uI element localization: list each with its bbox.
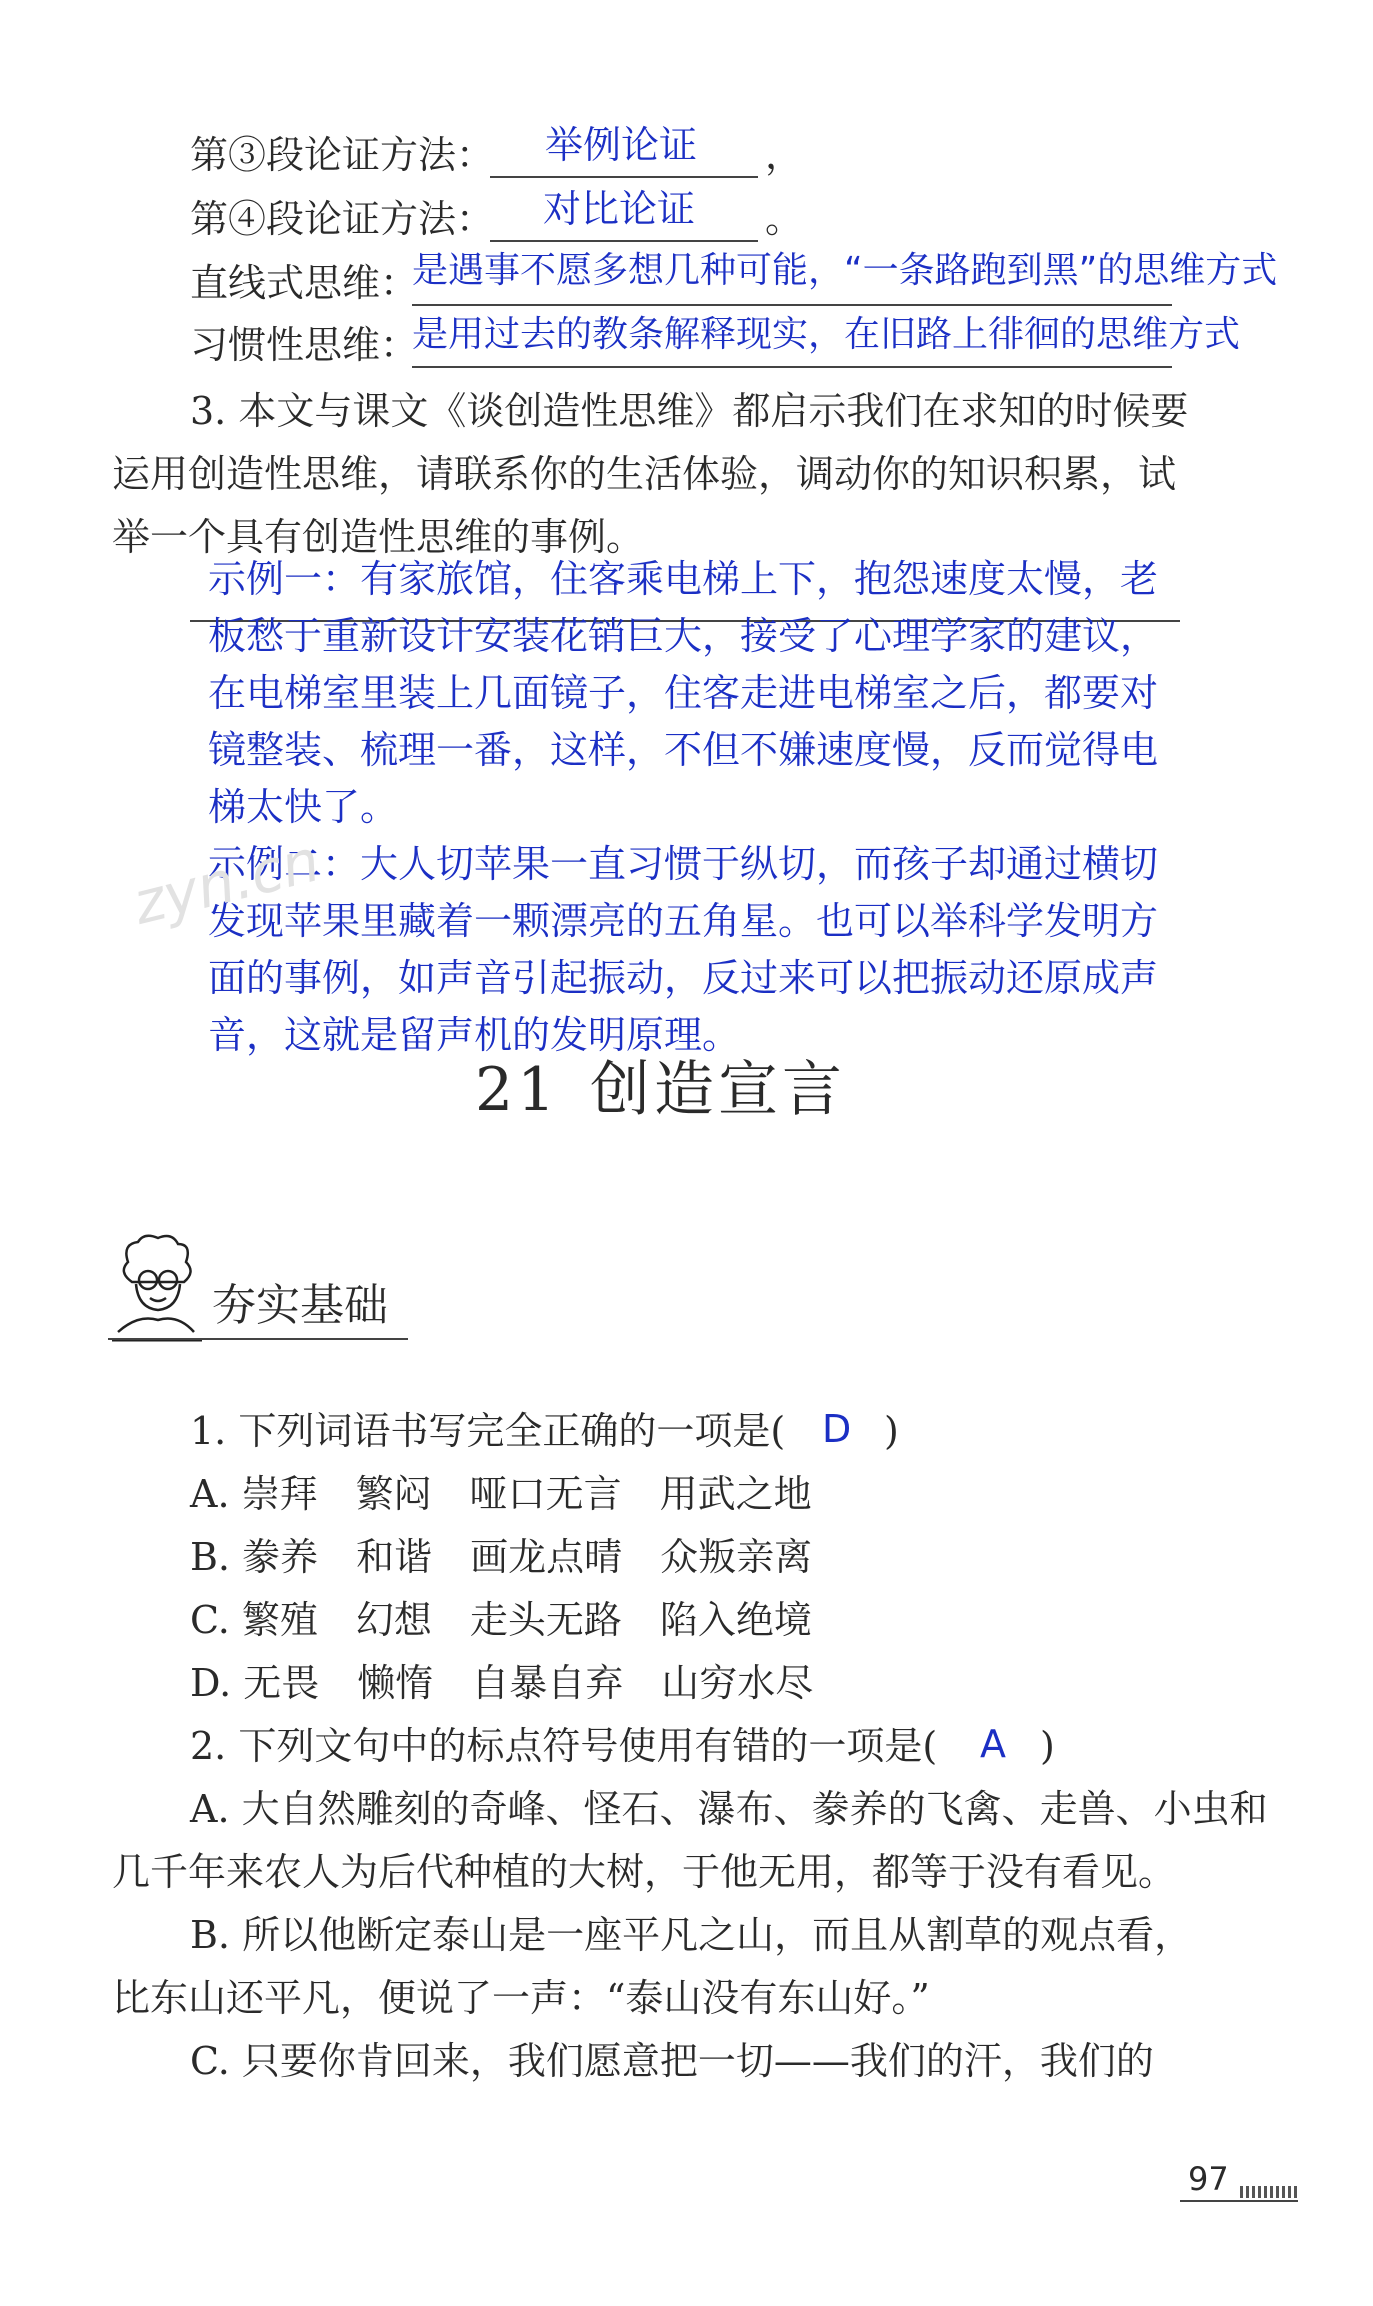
q3-answer-line: 梯太快了。	[208, 785, 399, 829]
mc2-option-a-line2: 几千年来农人为后代种植的大树，于他无用，都等于没有看见。	[112, 1850, 1177, 1894]
habitual-thinking-answer: 是用过去的教条解释现实，在旧路上徘徊的思维方式	[412, 314, 1241, 355]
linear-thinking-answer: 是遇事不愿多想几种可能，“一条路跑到黑”的思维方式	[412, 250, 1278, 291]
method-para4-end: 。	[765, 197, 804, 241]
mc1-stem: 1. 下列词语书写完全正确的一项是(	[190, 1409, 786, 1453]
q3-answer-line: 面的事例，如声音引起振动，反过来可以把振动还原成声	[208, 956, 1159, 1000]
chapter-number: 21	[475, 1055, 560, 1125]
student-mascot-icon	[108, 1232, 204, 1342]
mc2-option-b-line2: 比东山还平凡，便说了一声：“泰山没有东山好。”	[112, 1976, 930, 2020]
mc1-close: )	[884, 1409, 899, 1453]
q3-answer-line: 镜整装、梳理一番，这样，不但不嫌速度慢，反而觉得电	[208, 728, 1159, 772]
mc2-option-b-line1: B. 所以他断定泰山是一座平凡之山，而且从割草的观点看，	[190, 1913, 1193, 1957]
q3-line3: 举一个具有创造性思维的事例。	[112, 515, 645, 559]
method-para3-end: ，	[765, 133, 804, 177]
method-para3-answer: 举例论证	[545, 123, 698, 167]
mc1-option-a: A. 崇拜 繁闷 哑口无言 用武之地	[190, 1472, 812, 1516]
q3-answer-line: 板愁于重新设计安装花销巨大，接受了心理学家的建议，	[208, 614, 1159, 658]
page-number-underline	[1180, 2200, 1298, 2202]
method-para4-blank	[490, 240, 758, 242]
watermark: zyn.cn	[126, 826, 327, 938]
mc1-option-c: C. 繁殖 幻想 走头无路 陷入绝境	[190, 1598, 812, 1642]
page-number-decoration	[1240, 2186, 1298, 2198]
linear-thinking-label: 直线式思维：	[190, 261, 419, 305]
mc2-answer: A	[980, 1722, 1006, 1766]
q3-answer-line: 音，这就是留声机的发明原理。	[208, 1013, 741, 1057]
method-para4-label: 第④段论证方法：	[190, 197, 495, 241]
mc2-option-a-line1: A. 大自然雕刻的奇峰、怪石、瀑布、豢养的飞禽、走兽、小虫和	[190, 1787, 1268, 1831]
mc1-option-d: D. 无畏 懒惰 自暴自弃 山穷水尽	[190, 1661, 814, 1705]
method-para3-label: 第③段论证方法：	[190, 133, 495, 177]
q3-answer-line: 发现苹果里藏着一颗漂亮的五角星。也可以举科学发明方	[208, 899, 1159, 943]
page-number: 97	[1188, 2160, 1229, 2198]
method-para4-answer: 对比论证	[543, 187, 696, 231]
q3-answer-line: 示例一：有家旅馆，住客乘电梯上下，抱怨速度太慢，老	[208, 557, 1159, 601]
mc2-close: )	[1040, 1724, 1055, 1768]
section-underline	[108, 1338, 408, 1340]
mc2-stem: 2. 下列文句中的标点符号使用有错的一项是(	[190, 1724, 938, 1768]
habitual-thinking-label: 习惯性思维：	[190, 323, 419, 367]
q3-line2: 运用创造性思维，请联系你的生活体验，调动你的知识积累，试	[112, 452, 1177, 496]
q3-line1: 3. 本文与课文《谈创造性思维》都启示我们在求知的时候要	[190, 389, 1189, 433]
q3-answer-line: 在电梯室里装上几面镜子，住客走进电梯室之后，都要对	[208, 671, 1159, 715]
mc2-option-c-line1: C. 只要你肯回来，我们愿意把一切——我们的汗，我们的	[190, 2039, 1154, 2083]
habitual-thinking-blank	[412, 366, 1172, 368]
method-para3-blank	[490, 176, 758, 178]
linear-thinking-blank	[412, 304, 1172, 306]
q3-answer-line: 示例二：大人切苹果一直习惯于纵切，而孩子却通过横切	[208, 842, 1159, 886]
section-title: 夯实基础	[212, 1280, 388, 1331]
mc1-answer: D	[822, 1407, 852, 1451]
chapter-title: 创造宣言	[590, 1055, 846, 1125]
mc1-option-b: B. 豢养 和谐 画龙点晴 众叛亲离	[190, 1535, 813, 1579]
